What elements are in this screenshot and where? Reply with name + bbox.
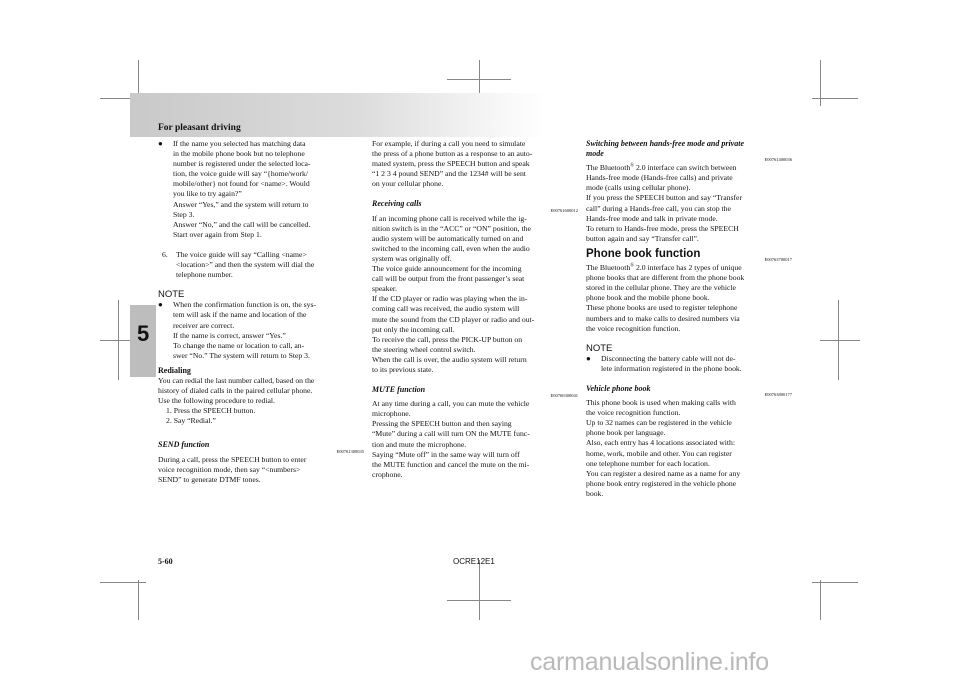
heading-send-function: SEND function <box>158 440 210 450</box>
text-line: call will be output from the front passenger’s seat <box>372 274 525 284</box>
text-line: ● When the confirmation function is on, the sys- <box>173 300 317 310</box>
note-label: NOTE <box>586 342 613 354</box>
section-code: E00761600012 <box>550 207 578 213</box>
text-line: SEND” to generate DTMF tones. <box>158 474 261 484</box>
document-code: OCRE12E1 <box>453 557 495 566</box>
text-line: tem will ask if the name and location of the <box>173 310 307 320</box>
watermark: carmanualsonline.info <box>530 648 770 676</box>
text-line: coming call was received, the audio system will <box>372 304 520 314</box>
crop-mark <box>820 580 821 620</box>
bullet-item <box>158 139 364 240</box>
registered-mark: ® <box>630 263 635 269</box>
text-line: tion and mute the microphone. <box>372 439 467 449</box>
text-line: If an incoming phone call is received while the ig- <box>372 213 527 223</box>
text-line: swer “No.” The system will return to Step 3. <box>173 350 310 360</box>
column-right <box>586 139 792 499</box>
crop-mark <box>100 582 146 583</box>
column-middle <box>372 139 578 480</box>
text-line: To change the name or location to call, an- <box>173 340 305 350</box>
crop-mark <box>812 582 858 583</box>
page-number: 5-60 <box>158 557 173 566</box>
text-line: the voice recognition function. <box>586 408 681 418</box>
text-line: number is registered under the selected loca- <box>173 159 311 169</box>
step-6 <box>158 250 364 280</box>
text-line: When the call is over, the audio system will return <box>372 354 527 364</box>
heading-switching-modes-cont: mode <box>586 149 604 159</box>
heading-redialing: Redialing <box>158 365 191 375</box>
text-line: system was originally off. <box>372 253 452 263</box>
text-line: Hands-free mode and talk in private mode. <box>586 213 718 223</box>
text-line: Saying “Mute off” in the same way will turn off <box>372 449 520 459</box>
text-line: The Bluetooth® 2.0 interface can switch between <box>586 163 737 173</box>
text-line: the steering wheel control switch. <box>372 344 476 354</box>
chapter-number: 5 <box>137 321 150 346</box>
text-line: Step 3. <box>173 209 195 219</box>
text-line: At any time during a call, you can mute the vehicle <box>372 399 530 409</box>
column-left <box>158 139 364 485</box>
text-line: home, work, mobile and other. You can register <box>586 448 732 458</box>
heading-vehicle-phone-book: Vehicle phone book <box>586 383 651 393</box>
text-line: nition switch is in the “ACC” or “ON” position, the <box>372 223 531 233</box>
text-line: The voice guide will say “Calling <name> <box>176 249 307 259</box>
heading-receiving-calls: Receiving calls <box>372 199 422 209</box>
text-line: This phone book is used when making calls with <box>586 398 736 408</box>
text-line: to its previous state. <box>372 364 434 374</box>
text-line: receiver are correct. <box>173 320 235 330</box>
text-line: mute the sound from the CD player or radio and out- <box>372 314 535 324</box>
text-line: “Mute” during a call will turn ON the MUTE func- <box>372 429 530 439</box>
text-line: you like to try again?” <box>173 189 242 199</box>
text-line: These phone books are used to register telephone <box>586 303 738 313</box>
text-line: phone book entry registered in the vehicle phone <box>586 478 737 488</box>
text-line: the MUTE function and cancel the mute on the mi- <box>372 459 530 469</box>
text-line: The voice guide announcement for the incoming <box>372 264 522 274</box>
text-line: Up to 32 names can be registered in the vehicle <box>586 418 732 428</box>
text-line: Start over again from Step 1. <box>173 229 262 239</box>
heading-phone-book-function: Phone book function <box>586 247 701 260</box>
text-line: phone book per language. <box>586 428 666 438</box>
crop-mark <box>138 580 139 620</box>
section-code: E00760300041 <box>550 393 578 399</box>
text-line: tion, the voice guide will say “{home/work/ <box>173 169 308 179</box>
list-item: 2. Say “Redial.” <box>166 416 216 426</box>
text-line: To return to Hands-free mode, press the SPEECH <box>586 223 739 233</box>
text-line: lete information registered in the phone book. <box>601 363 742 373</box>
section-code: E00761300035 <box>336 448 364 454</box>
text-line: phone books that are different from the phone book <box>586 273 745 283</box>
text-line: the press of a phone button as a response to an auto- <box>372 149 533 159</box>
text-line: Pressing the SPEECH button and then saying <box>372 419 512 429</box>
crop-mark <box>447 79 511 80</box>
crop-mark <box>447 600 511 601</box>
text-line: If the name is correct, answer “Yes.” <box>173 330 286 340</box>
text-line: During a call, press the SPEECH button to enter <box>158 454 307 464</box>
registered-mark: ® <box>630 163 635 169</box>
text-line: crophone. <box>372 469 403 479</box>
text-line: stored in the cellular phone. They are the vehicle <box>586 283 736 293</box>
heading-switching-modes: Switching between hands-free mode and private <box>586 139 744 148</box>
text-line: To receive the call, press the PICK-UP button on <box>372 334 523 344</box>
section-title: For pleasant driving <box>158 123 241 133</box>
text-line: Also, each entry has 4 locations associated with: <box>586 438 736 448</box>
text-line: If the CD player or radio was playing when the in- <box>372 294 528 304</box>
note-bullet <box>586 354 792 374</box>
text-line: Use the following procedure to redial. <box>158 396 275 406</box>
text-line: speaker. <box>372 284 397 294</box>
text-line: You can register a desired name as a name for any <box>586 468 741 478</box>
text-line: numbers and to make calls to desired numbers via <box>586 313 740 323</box>
text-line: one telephone number for each location. <box>586 458 710 468</box>
text-line: audio system will be automatically turned on and <box>372 233 524 243</box>
text-line: mated system, press the SPEECH button and speak <box>372 159 530 169</box>
section-code: E00761400036 <box>764 157 792 163</box>
text-line: microphone. <box>372 409 411 419</box>
crop-mark <box>820 60 821 106</box>
text-line: phone book and the mobile phone book. <box>586 293 710 303</box>
text-line: Answer “No,” and the call will be cancelled. <box>173 219 311 229</box>
crop-mark <box>820 340 860 341</box>
text-line: <location>” and then the system will dial the <box>176 260 315 270</box>
crop-mark <box>812 98 858 99</box>
crop-mark <box>479 560 480 620</box>
text-line: mobile/other} not found for <name>. Would <box>173 179 310 189</box>
text-line: mode (calls using cellular phone). <box>586 183 691 193</box>
text-line: history of dialed calls in the paired cellular phone. <box>158 386 313 396</box>
section-code: E00763700017 <box>764 257 792 263</box>
text-line: in the mobile phone book but no telephone <box>173 149 305 159</box>
chapter-tab <box>130 305 156 377</box>
text-line: call” during a Hands-free call, you can stop the <box>586 203 731 213</box>
text-line: voice recognition mode, then say “<numbers> <box>158 464 301 474</box>
section-code: E00763800177 <box>764 392 792 398</box>
note-bullet <box>158 300 364 361</box>
text-line: the voice recognition function. <box>586 323 681 333</box>
text-line: Answer “Yes,” and the system will return to <box>173 199 309 209</box>
text-line: For example, if during a call you need to simulate <box>372 139 526 148</box>
text-line: button again and say “Transfer call”. <box>586 233 699 243</box>
text-line: telephone number. <box>176 270 233 280</box>
step-number: 6. <box>162 249 168 259</box>
text-line: If you press the SPEECH button and say “Transfer <box>586 193 743 203</box>
heading-mute-function: MUTE function <box>372 385 426 395</box>
text-line: switched to the incoming call, even when the audio <box>372 243 530 253</box>
text-line: on your cellular phone. <box>372 179 444 189</box>
text-line: ● If the name you selected has matching data <box>173 139 306 148</box>
text-line: Hands-free mode (Hands-free calls) and private <box>586 173 733 183</box>
note-label: NOTE <box>158 289 185 301</box>
text-line: The Bluetooth® 2.0 interface has 2 types of unique <box>586 263 742 273</box>
text-line: put only the incoming call. <box>372 324 455 334</box>
text-line: You can redial the last number called, based on the <box>158 375 315 385</box>
text-line: ● Disconnecting the battery cable will not de- <box>601 353 736 363</box>
text-line: book. <box>586 488 604 498</box>
text-line: “1 2 3 4 pound SEND” and the 1234# will be sent <box>372 169 526 179</box>
list-item: 1. Press the SPEECH button. <box>166 406 256 416</box>
